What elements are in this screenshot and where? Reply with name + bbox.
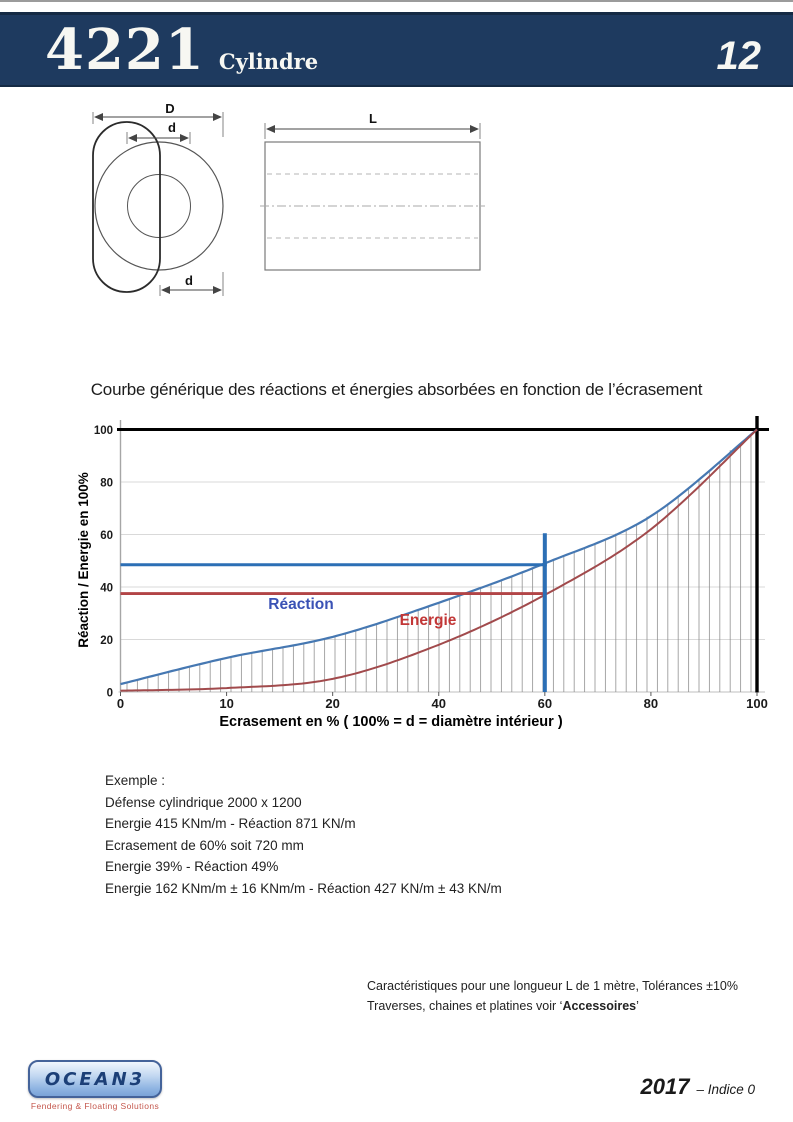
dim-label-D: D xyxy=(165,101,175,116)
edition-info xyxy=(641,1074,756,1100)
y-tick-label: 60 xyxy=(100,530,113,542)
example-block xyxy=(105,770,625,899)
note-line-2: Traverses, chaines et platines voir ‘Accessoires’ xyxy=(367,999,639,1013)
energie-label: Energie xyxy=(399,612,457,629)
ocean3-logo xyxy=(28,1060,178,1111)
example-line: Défense cylindrique 2000 x 1200 xyxy=(105,794,302,810)
technical-drawing xyxy=(70,97,500,312)
x-tick-label: 0 xyxy=(116,696,125,711)
logo-box xyxy=(28,1060,162,1098)
logo-tagline: Fendering & Floating Solutions xyxy=(30,1101,160,1111)
x-tick-label: 60 xyxy=(537,696,553,711)
y-tick-label: 80 xyxy=(100,477,113,490)
example-line: Exemple : xyxy=(105,773,166,788)
side-view xyxy=(260,111,485,270)
example-line: Energie 39% - Réaction 49% xyxy=(105,859,279,874)
header-bar xyxy=(0,12,793,87)
edition-year: 2017 xyxy=(640,1074,690,1099)
example-line: Energie 415 KNm/m - Réaction 871 KN/m xyxy=(105,816,356,831)
y-axis-title: Réaction / Energie en 100% xyxy=(76,472,91,648)
x-tick-label: 20 xyxy=(325,696,340,711)
x-tick-label: 10 xyxy=(219,696,234,711)
logo-text: OCEAN3 xyxy=(44,1068,146,1090)
dim-label-d-top: d xyxy=(168,120,176,135)
edition-indice: – Indice 0 xyxy=(696,1082,755,1097)
reaction-label: Réaction xyxy=(268,596,334,613)
example-line: Ecrasement de 60% soit 720 mm xyxy=(105,837,304,853)
product-code: 4221 xyxy=(45,17,205,83)
example-line: Energie 162 KNm/m ± 16 KNm/m - Réaction 427 KN/m ± 43 KN/m xyxy=(105,880,502,896)
reaction-energy-chart xyxy=(0,407,793,767)
x-axis-title: Ecrasement en % ( 100% = d = diamètre intérieur ) xyxy=(219,714,563,730)
front-view xyxy=(93,101,223,296)
page-number: 12 xyxy=(716,34,761,78)
x-tick-label: 40 xyxy=(431,696,446,711)
note-line-1: Caractéristiques pour une longueur L de 1 mètre, Tolérances ±10% xyxy=(367,979,738,993)
x-tick-label: 80 xyxy=(643,696,659,711)
notes-block xyxy=(367,976,767,1016)
y-tick-label: 100 xyxy=(93,425,113,437)
chart-title: Courbe générique des réactions et énergies absorbées en fonction de l’écrasement xyxy=(90,380,703,399)
y-tick-label: 0 xyxy=(106,687,113,700)
stadium-outline xyxy=(93,122,160,292)
y-tick-label: 20 xyxy=(100,635,113,647)
product-name: Cylindre xyxy=(218,49,319,74)
y-tick-label: 40 xyxy=(100,582,113,595)
x-tick-label: 100 xyxy=(746,696,768,711)
dim-label-d-bottom: d xyxy=(185,273,193,288)
dim-label-L: L xyxy=(369,111,377,126)
